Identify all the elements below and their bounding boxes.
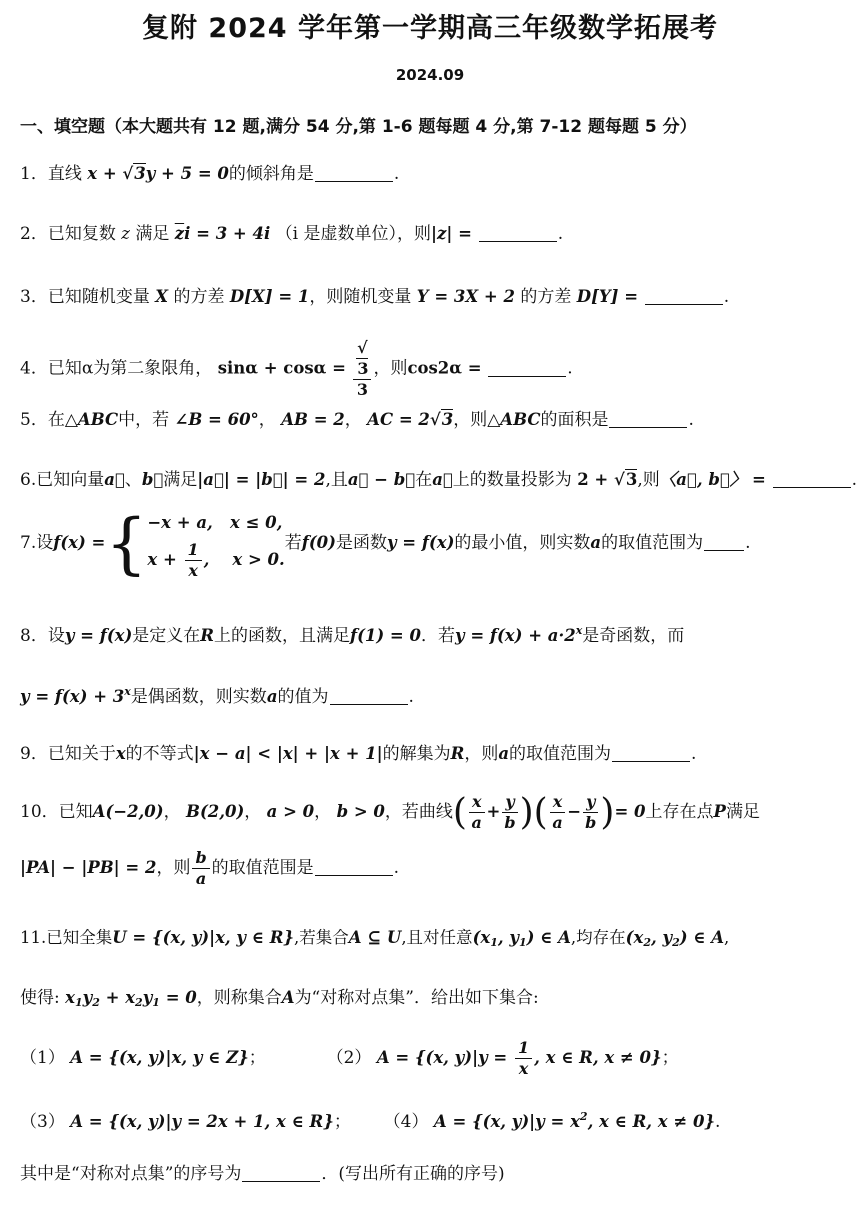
question-6: 6.已知向量a⃗、b⃗满足|a⃗| = |b⃗| = 2,且a⃗ − b⃗在a⃗上的数量投影为 2 + √3,则〈a⃗, b⃗〉 = . [20, 470, 857, 490]
question-1: 1．直线 x + √3y + 5 = 0的倾斜角是 . [20, 164, 400, 184]
question-7: 7.设f(x) ={ −x + a, x ≤ 0, x + $\frac{1}{x}$ , x > 0. 若f(0)是函数y = f(x)的最小值，则实数a的取值范围为 . [20, 504, 751, 582]
answer-blank[interactable] [315, 164, 393, 182]
question-2: 2．已知复数 z 满足 $\overline{z}i = 3 + 4i$ （i 是虚数单位），则|z| = . [20, 224, 564, 244]
answer-blank[interactable] [704, 533, 744, 551]
question-10-line-2: |PA| − |PB| = 2，则 $\frac{b}{a}$ 的取值范围是 . [20, 848, 400, 888]
answer-blank[interactable] [242, 1164, 320, 1182]
question-10-line-1: 10．已知A(−2,0)， B(2,0)， a > 0， b > 0，若曲线( $\frac{x}{a}$ + $\frac{y}{b}$ )( $\frac{x}{a}$ − $\frac{y}{b}$ )= 0上存在点P满足 [20, 792, 760, 833]
question-8-line-2: $y = f(x) + 3^x$是偶函数，则实数a的值为 . [20, 685, 414, 707]
question-11-line-2: 使得: $x_1y_2 + x_2y_1 = 0$，则称集合A为“对称对点集”．给出如下集合: [20, 988, 539, 1009]
question-8-line-1: 8．设y = f(x)是定义在R上的函数，且满足f(1) = 0．若$y = f(x) + a\cdot 2^x$是奇函数，而 [20, 624, 685, 646]
question-9: 9．已知关于x的不等式|x − a| < |x| + |x + 1|的解集为R，则a的取值范围为 . [20, 744, 697, 764]
question-3: 3．已知随机变量 X 的方差 D[X] = 1，则随机变量 Y = 3X + 2 的方差 D[Y] = . [20, 287, 730, 307]
answer-blank[interactable] [479, 224, 557, 242]
exam-date: 2024.09 [395, 66, 465, 84]
question-4: 4．已知α为第二象限角， sinα + cosα = √ 3 3 ，则cos2α = . [20, 338, 573, 399]
section-heading: 一、填空题（本大题共有 12 题,满分 54 分,第 1-6 题每题 4 分,第 7-12 题每题 5 分） [20, 117, 697, 137]
answer-blank[interactable] [612, 744, 690, 762]
answer-blank[interactable] [330, 687, 408, 705]
question-5: 5．在△ABC中，若 ∠B = 60°， AB = 2， AC = 2√3，则△ABC的面积是 . [20, 410, 694, 430]
answer-blank[interactable] [773, 470, 851, 488]
answer-blank[interactable] [609, 410, 687, 428]
question-11-line-1: 11.已知全集U = {(x, y)|x, y ∈ R},若集合A ⊆ U,且对任意($x_1$, $y_1$) ∈ A,均存在($x_2$, $y_2$) ∈ A, [20, 928, 730, 949]
answer-blank[interactable] [645, 287, 723, 305]
question-11-options-row-2: （3） A = {(x, y)|y = 2x + 1, x ∈ R}； （4） A = {(x, $y)|y = x^2$, x ∈ R, x ≠ 0}. [20, 1110, 721, 1132]
answer-blank[interactable] [315, 858, 393, 876]
answer-blank[interactable] [488, 359, 566, 377]
exam-title: 复附 2024 学年第一学期高三年级数学拓展考 [142, 13, 718, 44]
question-11-options-row-1: （1） A = {(x, y)|x, y ∈ Z}； （2） A = {(x, y)|y = $\frac{1}{x}$ , x ∈ R, x ≠ 0}； [20, 1038, 679, 1078]
question-11-line-last: 其中是“对称对点集”的序号为 ．(写出所有正确的序号) [20, 1164, 505, 1184]
